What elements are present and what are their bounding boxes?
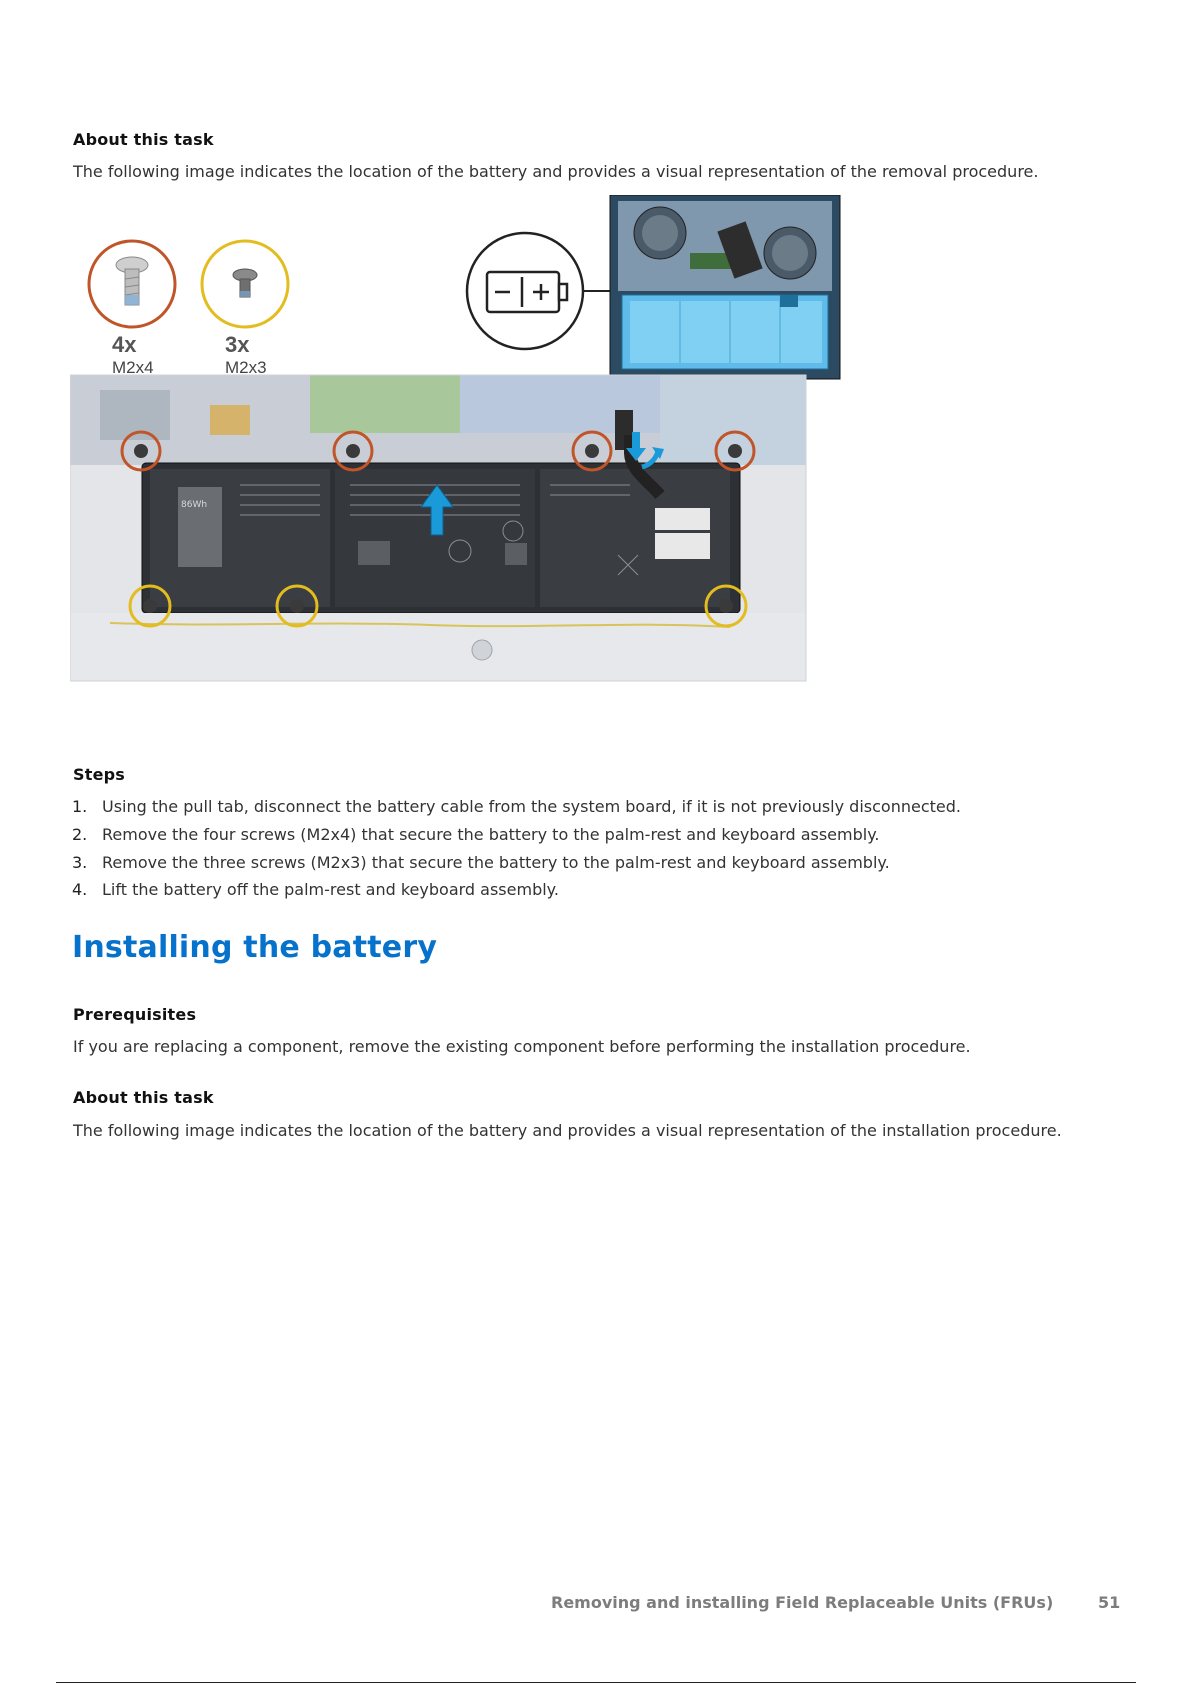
about-task-text: The following image indicates the location of the battery and provides a visual representation of the removal procedure. — [73, 162, 1039, 181]
step-text: Remove the four screws (M2x4) that secure the battery to the palm-rest and keyboard assembly. — [102, 825, 880, 844]
laptop-overview-image — [610, 195, 840, 379]
step-number: 1. — [72, 797, 88, 816]
install-about-task-heading: About this task — [73, 1088, 214, 1107]
battery-capacity-label: 86Wh — [181, 500, 208, 510]
section-title: Installing the battery — [72, 930, 438, 965]
m2x4-count-label: 4x — [112, 332, 137, 357]
steps-heading: Steps — [73, 765, 125, 784]
battery-removal-illustration — [70, 195, 870, 735]
step-number: 4. — [72, 880, 88, 899]
step-number: 3. — [72, 853, 88, 872]
m2x4-type-label: M2x4 — [112, 358, 154, 377]
prerequisites-heading: Prerequisites — [73, 1005, 197, 1024]
m2x3-type-label: M2x3 — [225, 358, 267, 377]
step-item — [72, 825, 879, 844]
step-number: 2. — [72, 825, 88, 844]
step-text: Remove the three screws (M2x3) that secure the battery to the palm-rest and keyboard assembly. — [102, 853, 890, 872]
step-text: Using the pull tab, disconnect the battery cable from the system board, if it is not previously disconnected. — [102, 797, 961, 816]
footer-rule — [56, 1682, 1136, 1683]
about-task-heading: About this task — [73, 130, 214, 149]
prerequisites-text: If you are replacing a component, remove the existing component before performing the installation procedure. — [73, 1037, 971, 1056]
step-item — [72, 797, 961, 816]
footer-section-title: Removing and installing Field Replaceable Units (FRUs) — [551, 1593, 1054, 1612]
page-number: 51 — [1098, 1593, 1121, 1612]
screw-legend — [89, 241, 288, 327]
install-about-task-text: The following image indicates the location of the battery and provides a visual representation of the installation procedure. — [73, 1121, 1062, 1140]
step-text: Lift the battery off the palm-rest and keyboard assembly. — [102, 880, 559, 899]
step-item — [72, 853, 890, 872]
step-item — [72, 880, 559, 899]
battery-detail-view — [70, 375, 806, 681]
m2x3-count-label: 3x — [225, 332, 250, 357]
battery-removal-figure — [70, 195, 870, 735]
